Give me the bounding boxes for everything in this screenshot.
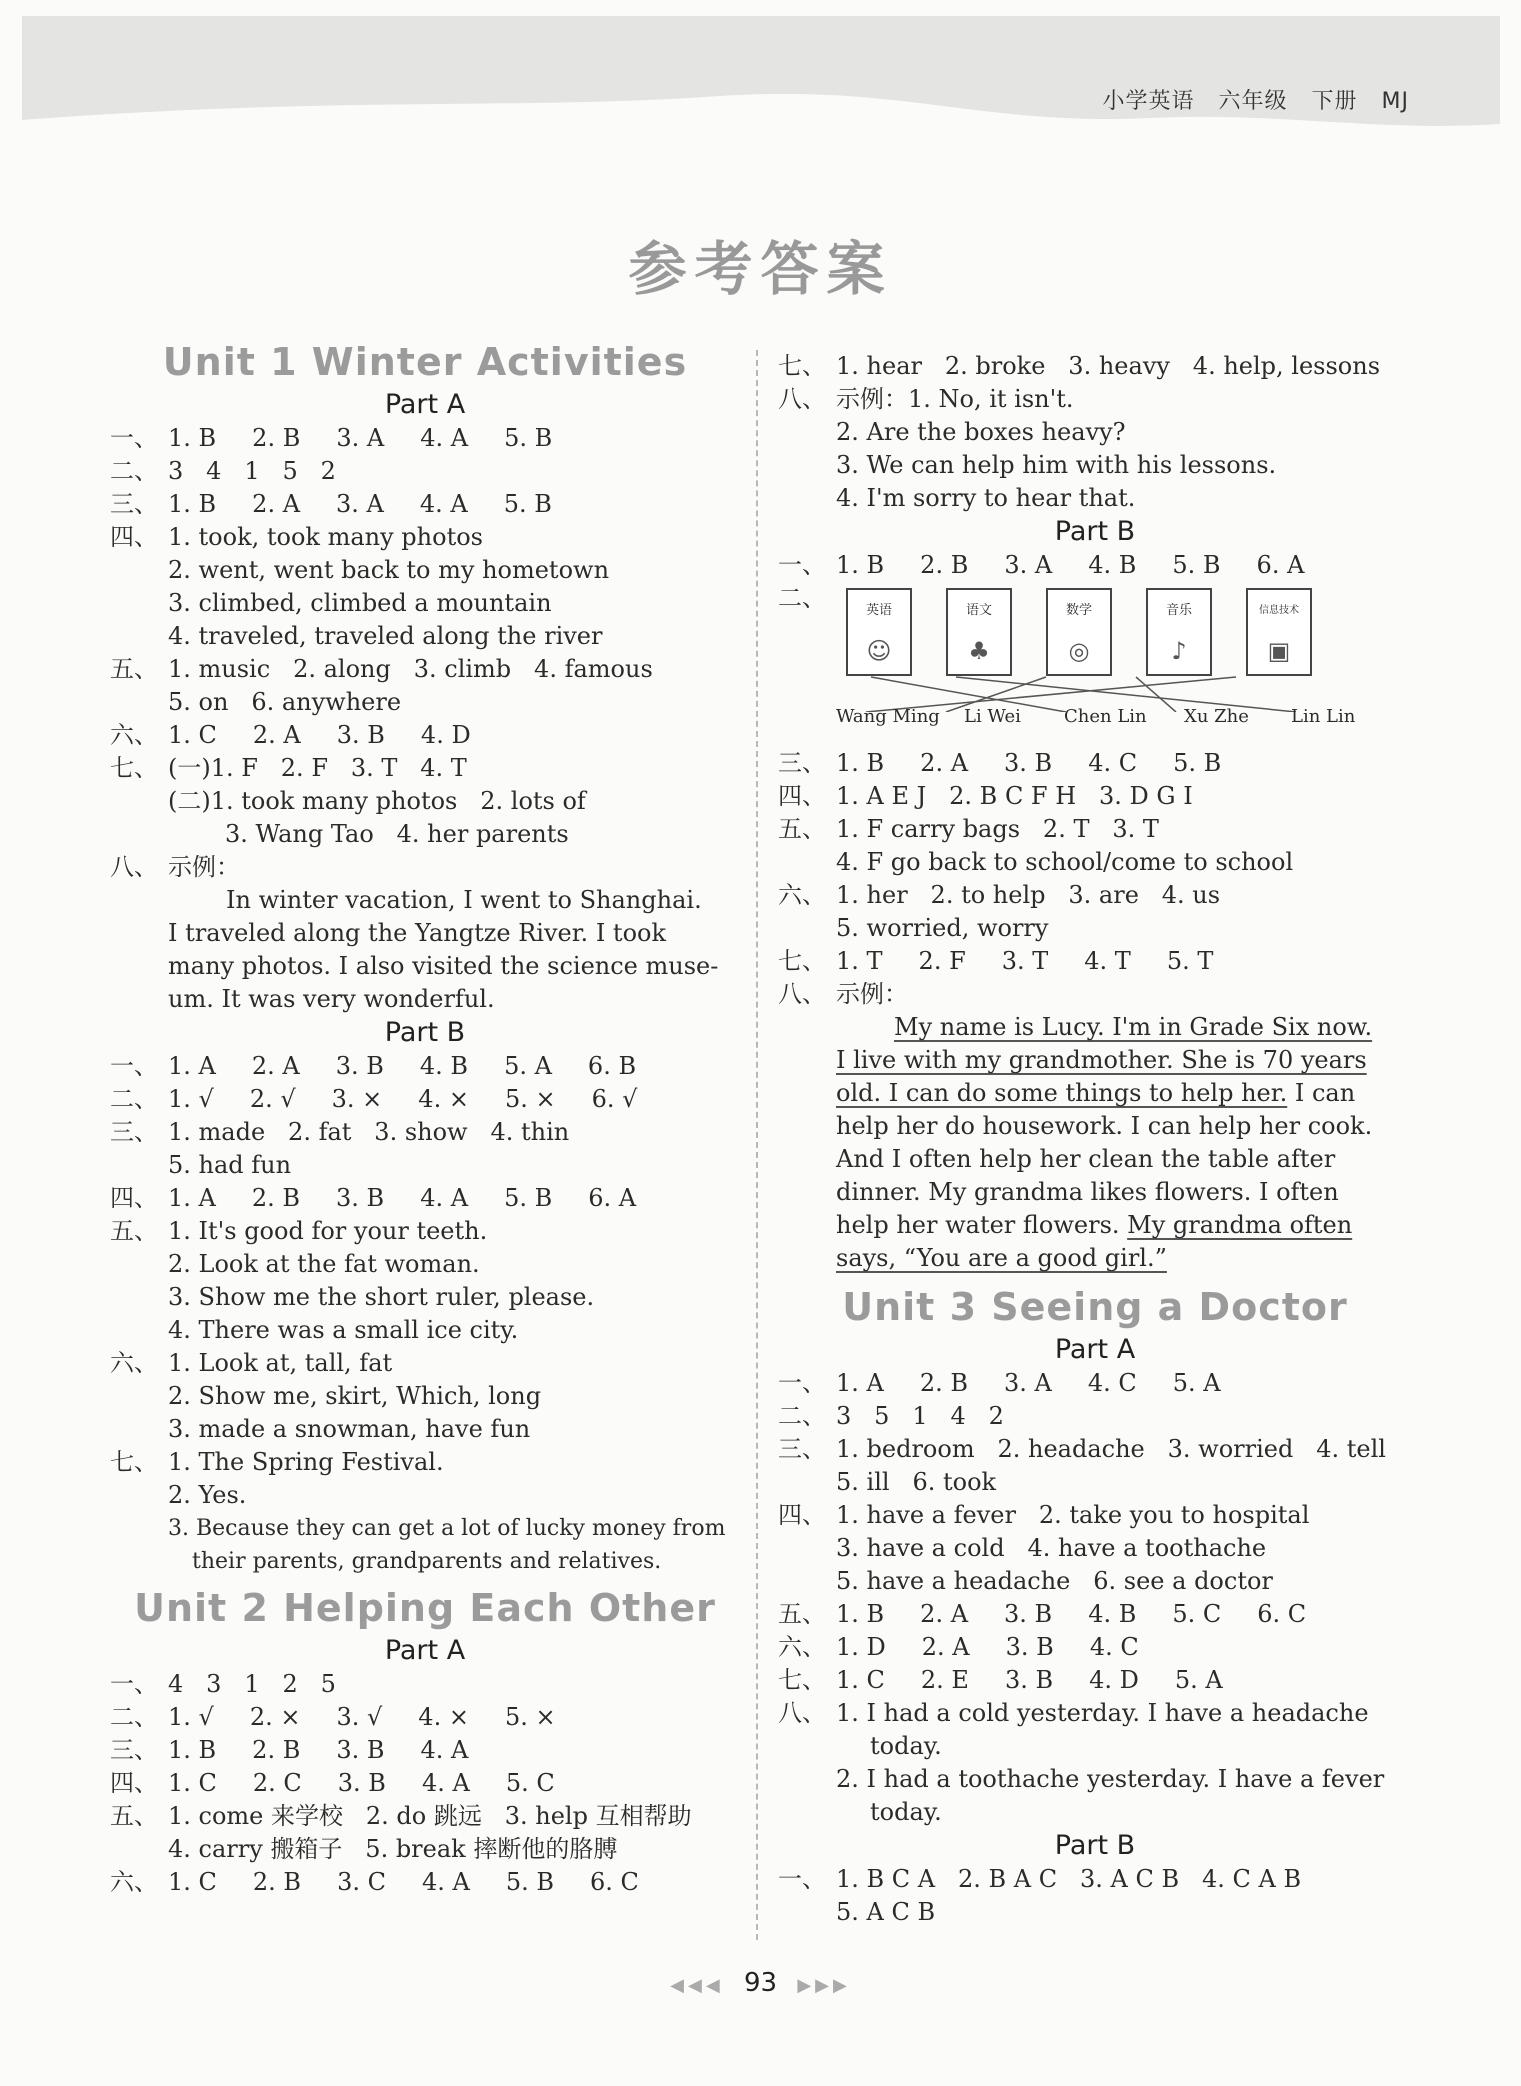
question [110, 1083, 740, 1116]
answer-line: 5. have a headache 6. see a doctor [836, 1567, 1273, 1595]
answer: 3. √ [336, 1703, 383, 1731]
unit2-title: Unit 2 Helping Each Other [134, 1586, 716, 1630]
q-label: 五、 [110, 655, 158, 683]
question [778, 582, 1412, 747]
answer: 5. A [1172, 1369, 1221, 1397]
question [110, 422, 740, 455]
answer-line: 2. Show me, skirt, Which, long [168, 1382, 542, 1410]
essay-line: I live with my grandmother. She is 70 years [836, 1046, 1367, 1074]
left-column [110, 340, 740, 1899]
question [110, 1701, 740, 1734]
question [110, 521, 740, 554]
q-label: 八、 [778, 1699, 826, 1727]
answer: 1. music 2. along 3. climb 4. famous [168, 655, 653, 683]
q-label: 四、 [110, 523, 158, 551]
q-label: 三、 [778, 1435, 826, 1463]
answer: 5. B [504, 424, 553, 452]
answer: 3. B [1004, 1666, 1054, 1694]
q-label: 一、 [110, 1670, 158, 1698]
essay-line: My grandma often [1127, 1211, 1353, 1239]
answer: 2. A [920, 1600, 969, 1628]
question [778, 747, 1412, 780]
book-matching [836, 582, 1396, 747]
answer: 6. B [587, 1052, 637, 1080]
answer: 2. B [920, 551, 969, 579]
unit1-partA-title: Part A [384, 389, 466, 420]
answer: 1. C [168, 721, 217, 749]
answer: 3. B [336, 1736, 385, 1764]
answer: 4. × [418, 1085, 469, 1113]
answer-line: (二)1. took many photos 2. lots of [168, 787, 586, 815]
answer-line: 3. made a snowman, have fun [168, 1415, 531, 1443]
question [778, 350, 1412, 383]
q-label: 二、 [110, 1703, 158, 1731]
answer: 1. hear 2. broke 3. heavy 4. help, lessons [836, 352, 1381, 380]
q-label: 八、 [778, 980, 826, 1008]
answer: 4. A [420, 1736, 469, 1764]
question [110, 1215, 740, 1248]
answer: 2. √ [249, 1085, 296, 1113]
q-label: 一、 [778, 551, 826, 579]
answer: 6. A [1256, 551, 1305, 579]
answer: 4. A [421, 1868, 470, 1896]
question [778, 780, 1412, 813]
question [778, 1433, 1412, 1466]
answer-line: 2. Yes. [168, 1481, 247, 1509]
q-label: 一、 [110, 424, 158, 452]
q-label: 八、 [110, 853, 158, 881]
answer: 5. × [504, 1703, 556, 1731]
question [778, 1400, 1412, 1433]
student-name: Wang Ming [836, 706, 940, 727]
book-label: 数学 [1065, 603, 1092, 618]
question [110, 1050, 740, 1083]
answer: 3. B [1004, 1600, 1053, 1628]
answer: 4. × [418, 1703, 469, 1731]
answer-line: 2. Are the boxes heavy? [836, 418, 1126, 446]
music-note-icon: ♪ [1171, 637, 1187, 665]
answer-line: 3. climbed, climbed a mountain [168, 589, 552, 617]
q-label: 七、 [110, 754, 158, 782]
question [778, 1697, 1412, 1730]
answer-line: 2. I had a toothache yesterday. I have a fever [836, 1765, 1385, 1793]
q-label: 八、 [778, 385, 826, 413]
answer: 3. B [337, 1769, 386, 1797]
answer: 3. A [336, 490, 384, 518]
unit3-title: Unit 3 Seeing a Doctor [842, 1285, 1348, 1329]
book-english [846, 588, 912, 676]
q-label: 六、 [110, 1868, 158, 1896]
column-divider [756, 350, 758, 1940]
question [110, 1347, 740, 1380]
answer: 6. C [589, 1868, 639, 1896]
question [110, 1767, 740, 1800]
header-info [1086, 84, 1409, 115]
book-label: 信息技术 [1259, 605, 1299, 616]
answer: 1. B [836, 749, 885, 777]
tree-icon: ♣ [968, 637, 990, 665]
answer: 2. A [921, 1633, 970, 1661]
answer-line: 3. We can help him with his lessons. [836, 451, 1277, 479]
q-label: 六、 [110, 721, 158, 749]
answer: 2. E [920, 1666, 969, 1694]
essay-line: um. It was very wonderful. [168, 985, 495, 1013]
answer: 2. A [252, 490, 301, 518]
answer: 5. A [1174, 1666, 1223, 1694]
answer: 1. B C A 2. B A C 3. A C B 4. C A B [836, 1865, 1302, 1893]
answer: 5. B [1173, 749, 1222, 777]
unit1-partB-title: Part B [384, 1017, 466, 1048]
q-label: 七、 [778, 1666, 826, 1694]
question [110, 1116, 740, 1149]
answer-line: 5. on 6. anywhere [168, 688, 402, 716]
question [778, 1664, 1412, 1697]
q-label: 四、 [110, 1184, 158, 1212]
answer: 2. A [251, 1052, 300, 1080]
answer: 6. A [588, 1184, 637, 1212]
answer-line: 4. traveled, traveled along the river [168, 622, 603, 650]
answer: 3. B [1004, 749, 1053, 777]
q-label: 二、 [110, 457, 158, 485]
answer: 4. C [1089, 1633, 1139, 1661]
next-arrows-icon: ▶▶▶ [797, 1975, 851, 1996]
q-label: 四、 [778, 782, 826, 810]
answer: 3. A [1004, 551, 1053, 579]
header-volume: 下册 [1311, 89, 1358, 114]
question [778, 383, 1412, 416]
question [110, 653, 740, 686]
question [110, 719, 740, 752]
essay-line: dinner. My grandma likes flowers. I often [836, 1178, 1339, 1206]
answer: 4 3 1 2 5 [168, 1670, 336, 1698]
question [778, 1499, 1412, 1532]
book-label: 英语 [865, 603, 892, 618]
answer-line: 2. went, went back to my hometown [168, 556, 610, 584]
question [778, 1598, 1412, 1631]
book-label: 音乐 [1165, 603, 1192, 618]
answer: 3. B [336, 721, 385, 749]
answer: 5. B [1172, 551, 1221, 579]
q-label: 三、 [110, 1736, 158, 1764]
q-label: 五、 [778, 815, 826, 843]
answer: 1. C [836, 1666, 885, 1694]
answer: 3. B [1005, 1633, 1054, 1661]
right-column [778, 350, 1412, 1929]
answer: 5. C [1172, 1600, 1222, 1628]
q-label: 五、 [110, 1217, 158, 1245]
q-label: 二、 [778, 1402, 826, 1430]
answer: 1. C [168, 1769, 217, 1797]
question [110, 1734, 740, 1767]
page-footer [0, 1968, 1521, 1998]
answer-line: 5. worried, worry [836, 914, 1049, 942]
answer: 4. A [421, 1769, 470, 1797]
book-math [1046, 588, 1112, 676]
unit3-partB-title: Part B [1054, 1830, 1136, 1861]
answer: 1. have a fever 2. take you to hospital [836, 1501, 1310, 1529]
answer-line: 4. I'm sorry to hear that. [836, 484, 1136, 512]
question [778, 1631, 1412, 1664]
unit1-title: Unit 1 Winter Activities [162, 340, 688, 384]
answer-line: 3. Because they can get a lot of lucky money from [168, 1516, 726, 1541]
answer: 6. √ [591, 1085, 638, 1113]
q-label: 一、 [778, 1865, 826, 1893]
q-label: 四、 [778, 1501, 826, 1529]
essay-line: I can [1287, 1079, 1356, 1107]
answer-line: 3. Wang Tao 4. her parents [225, 820, 569, 848]
answer-line: 2. Look at the fat woman. [168, 1250, 480, 1278]
question [110, 1182, 740, 1215]
answer: 3. T [1001, 947, 1049, 975]
essay-line: My name is Lucy. I'm in Grade Six now. [894, 1013, 1373, 1041]
prev-arrows-icon: ◀◀◀ [670, 1975, 724, 1996]
question [778, 813, 1412, 846]
book-chinese [946, 588, 1012, 676]
answer: 3. A [1004, 1369, 1052, 1397]
unit2-partB-title: Part B [1054, 516, 1136, 547]
page-title: 参考答案 [628, 235, 893, 303]
answer: 1. √ [168, 1085, 214, 1113]
student-name: Lin Lin [1291, 706, 1356, 727]
answer: 1. C [168, 1868, 217, 1896]
q-label: 六、 [110, 1349, 158, 1377]
answer: 2. A [252, 721, 301, 749]
essay-line: I traveled along the Yangtze River. I took [168, 919, 667, 947]
answer: 5. B [503, 490, 552, 518]
answer: 1. took, took many photos [168, 523, 483, 551]
q-label: 七、 [110, 1448, 158, 1476]
q-label: 二、 [778, 584, 826, 612]
answer-line: 3. Show me the short ruler, please. [168, 1283, 595, 1311]
question [110, 851, 740, 884]
answer: 1. B [168, 490, 217, 518]
person-icon: ☺ [866, 637, 892, 665]
answer-line: their parents, grandparents and relatives. [192, 1549, 662, 1574]
answer: 4. C [1088, 749, 1138, 777]
book-music [1146, 588, 1212, 676]
answer: (一)1. F 2. F 3. T 4. T [168, 754, 467, 782]
essay-line: help her do housework. I can help her cook. [836, 1112, 1373, 1140]
essay-line: In winter vacation, I went to Shanghai. [226, 886, 702, 914]
answer: 4. A [420, 424, 469, 452]
answer: 3 5 1 4 2 [836, 1402, 1004, 1430]
answer: 2. F [918, 947, 966, 975]
student-name: Chen Lin [1064, 706, 1147, 727]
q-label: 六、 [778, 881, 826, 909]
q-label: 五、 [110, 1802, 158, 1830]
answer: 2. A [920, 749, 969, 777]
unit3-partA-title: Part A [1054, 1334, 1136, 1365]
question [110, 488, 740, 521]
example-label: 示例： [836, 980, 908, 1008]
book-it [1246, 588, 1312, 676]
answer: 1. A [168, 1184, 216, 1212]
answer: 4. C [1087, 1369, 1137, 1397]
q-label: 一、 [110, 1052, 158, 1080]
answer: 1. T [836, 947, 883, 975]
answer: 1. F carry bags 2. T 3. T [836, 815, 1159, 843]
question [110, 1800, 740, 1833]
essay-line: And I often help her clean the table after [836, 1145, 1336, 1173]
answer: 1. √ [168, 1703, 214, 1731]
computer-icon: ▣ [1267, 637, 1291, 665]
book-label: 语文 [965, 603, 992, 618]
q-label: 三、 [778, 749, 826, 777]
answer: 4. D [1089, 1666, 1139, 1694]
answer: 1. B [168, 1736, 217, 1764]
answer: 3. × [331, 1085, 383, 1113]
example-label: 示例： [836, 385, 908, 413]
question [110, 455, 740, 488]
answer: 6. C [1257, 1600, 1307, 1628]
answer: 4. A [419, 490, 468, 518]
answer-line: 3. have a cold 4. have a toothache [836, 1534, 1267, 1562]
q-label: 三、 [110, 490, 158, 518]
question [778, 879, 1412, 912]
answer: 2. B [252, 1868, 302, 1896]
answer-line: 5. ill 6. took [836, 1468, 997, 1496]
page-number: 93 [743, 1968, 778, 1998]
header-banner [0, 0, 1521, 140]
q-label: 二、 [110, 1085, 158, 1113]
answer-line: 5. A C B [836, 1898, 936, 1926]
answer: 4. B [419, 1052, 469, 1080]
answer-line: 4. carry 搬箱子 5. break 摔断他的胳膊 [168, 1835, 618, 1863]
circles-icon: ◎ [1068, 637, 1090, 665]
answer: 2. B [252, 424, 301, 452]
answer: 1. Look at, tall, fat [168, 1349, 393, 1377]
answer: 1. B [836, 1600, 885, 1628]
q-label: 七、 [778, 352, 826, 380]
question [778, 978, 1412, 1011]
q-label: 七、 [778, 947, 826, 975]
answer: 4. T [1084, 947, 1131, 975]
q-label: 六、 [778, 1633, 826, 1661]
question [110, 1668, 740, 1701]
answer: 4. D [420, 721, 471, 749]
answer-line: today. [870, 1798, 942, 1826]
answer: 3 4 1 5 2 [168, 457, 336, 485]
answer: 5. B [504, 1184, 553, 1212]
answer: 4. B [1088, 1600, 1137, 1628]
answer-line: 4. F go back to school/come to school [836, 848, 1294, 876]
student-name: Xu Zhe [1184, 706, 1249, 727]
answer: 1. bedroom 2. headache 3. worried 4. tell [836, 1435, 1386, 1463]
question [778, 945, 1412, 978]
unit2-partA-title: Part A [384, 1635, 466, 1666]
essay-line: many photos. I also visited the science muse- [168, 952, 719, 980]
answer-line: today. [870, 1732, 942, 1760]
answer: 3. C [337, 1868, 386, 1896]
header-edition: MJ [1381, 89, 1409, 114]
answer: 4. A [420, 1184, 469, 1212]
question [110, 1446, 740, 1479]
q-label: 四、 [110, 1769, 158, 1797]
answer-line: 4. There was a small ice city. [168, 1316, 519, 1344]
answer: 2. B [252, 1736, 301, 1764]
answer: 1. A E J 2. B C F H 3. D G I [836, 782, 1193, 810]
essay-line: help her water flowers. [836, 1211, 1128, 1239]
answer: 2. C [252, 1769, 302, 1797]
answer: 2. × [249, 1703, 301, 1731]
answer: 5. A [504, 1052, 552, 1080]
answer: 3. B [336, 1184, 385, 1212]
matching-lines [836, 582, 1396, 712]
student-name: Li Wei [964, 706, 1021, 727]
question [778, 1367, 1412, 1400]
answer: 3. B [335, 1052, 384, 1080]
essay-line: old. I can do some things to help her. [836, 1079, 1288, 1107]
answer: 1. B [836, 551, 885, 579]
answer: 1. D [836, 1633, 886, 1661]
answer: 4. B [1088, 551, 1137, 579]
q-label: 一、 [778, 1369, 826, 1397]
question [778, 549, 1412, 582]
header-grade: 六年级 [1218, 89, 1288, 114]
question [110, 1866, 740, 1899]
answer: 5. × [504, 1085, 556, 1113]
answer: 2. B [919, 1369, 969, 1397]
answer: 3. A [336, 424, 385, 452]
answer: 5. T [1166, 947, 1214, 975]
question [110, 752, 740, 785]
q-label: 五、 [778, 1600, 826, 1628]
answer-line: 5. had fun [168, 1151, 292, 1179]
answer: 1. come 来学校 2. do 跳远 3. help 互相帮助 [168, 1802, 692, 1830]
answer: 5. C [505, 1769, 555, 1797]
answer: 1. It's good for your teeth. [168, 1217, 488, 1245]
answer: 1. her 2. to help 3. are 4. us [836, 881, 1221, 909]
answer: 1. No, it isn't. [908, 385, 1074, 413]
answer: 1. The Spring Festival. [168, 1448, 444, 1476]
answer: 2. B [251, 1184, 301, 1212]
answer: 1. A [836, 1369, 884, 1397]
answer: 1. I had a cold yesterday. I have a headache [836, 1699, 1369, 1727]
header-subject: 小学英语 [1102, 89, 1195, 114]
essay-line: says, “You are a good girl.” [836, 1244, 1167, 1272]
answer: 1. B [168, 424, 217, 452]
answer: 1. made 2. fat 3. show 4. thin [168, 1118, 570, 1146]
q-label: 三、 [110, 1118, 158, 1146]
question [778, 1863, 1412, 1896]
answer: 5. B [505, 1868, 554, 1896]
answer: 1. A [168, 1052, 216, 1080]
example-label: 示例： [168, 853, 240, 881]
